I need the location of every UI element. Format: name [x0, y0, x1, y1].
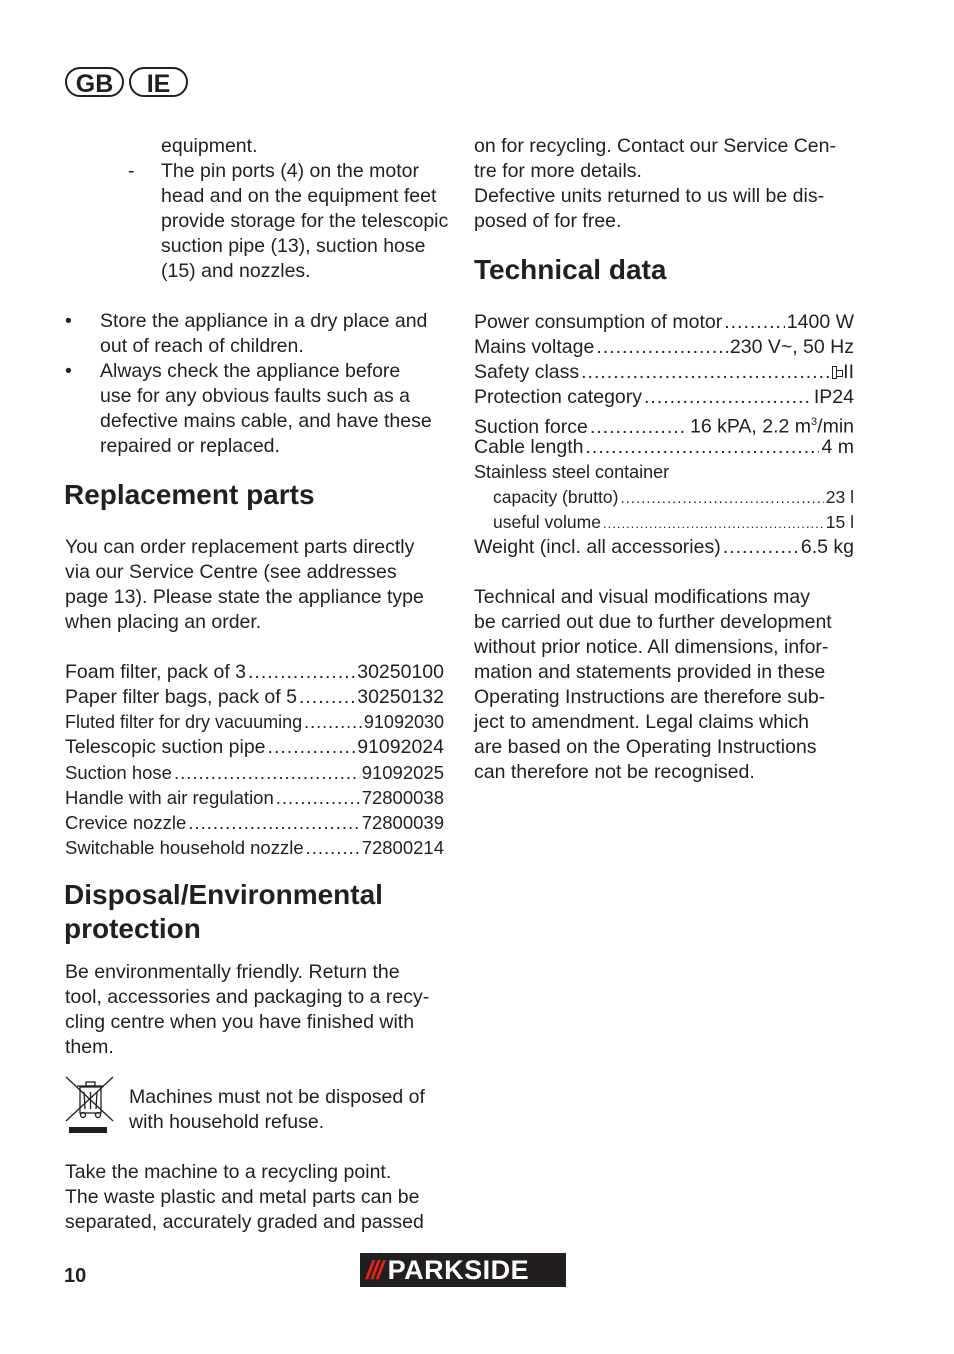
- tech-row: [474, 435, 854, 460]
- protection-class-2-icon: [832, 366, 837, 379]
- part-name: Foam filter, pack of 3: [65, 661, 246, 683]
- text-line: on for recycling. Contact our Service Cen-: [474, 135, 836, 157]
- disposal-heading: [64, 878, 383, 946]
- dash-mark: -: [128, 160, 135, 182]
- recycle-text: [65, 1160, 424, 1235]
- part-code: 72800038: [361, 787, 444, 808]
- part-name: Telescopic suction pipe: [65, 736, 266, 758]
- tech-value: 230 V~, 50 Hz: [729, 336, 854, 358]
- text-line: tool, accessories and packaging to a recy-: [65, 986, 430, 1008]
- text-line: use for any obvious faults such as a: [100, 385, 411, 407]
- part-name: Fluted filter for dry vacuuming: [65, 712, 303, 732]
- logo-wordmark: PARKSIDE: [387, 1255, 530, 1285]
- tech-value: 6.5 kg: [800, 536, 854, 558]
- recycling-continued: [474, 134, 836, 234]
- disposal-text: [65, 960, 429, 1060]
- tech-value: 1400 W: [786, 311, 854, 333]
- value-main: 16 kPA, 2.2 m: [690, 415, 812, 438]
- heading-line: protection: [64, 913, 201, 944]
- part-row: [65, 835, 444, 860]
- replacement-parts-heading: Replacement parts: [64, 479, 315, 510]
- part-code: 91092030: [363, 712, 444, 732]
- part-row: [65, 785, 444, 810]
- lang-badge-ie: IE: [129, 67, 188, 97]
- text-line: Store the appliance in a dry place and: [100, 310, 428, 332]
- part-name: Paper filter bags, pack of 5: [65, 686, 297, 708]
- text-line: The pin ports (4) on the motor: [161, 160, 419, 182]
- part-name: Switchable household nozzle: [65, 837, 304, 858]
- text-line: them.: [65, 1036, 114, 1058]
- technical-data-heading: Technical data: [474, 254, 667, 285]
- value-superscript: 3: [811, 416, 818, 428]
- text-line: posed of for free.: [474, 210, 622, 232]
- tech-value: 15 l: [825, 512, 854, 532]
- part-name: Handle with air regulation: [65, 787, 274, 808]
- part-code: 30250132: [357, 686, 444, 708]
- continued-line: equipment.: [161, 135, 258, 157]
- text-line: mation and statements provided in these: [474, 661, 826, 683]
- text-line: head and on the equipment feet: [161, 185, 437, 207]
- text-line: The waste plastic and metal parts can be: [65, 1186, 420, 1208]
- tech-name: Cable length: [474, 436, 584, 458]
- logo-slashes: ///: [366, 1255, 382, 1285]
- part-row: [65, 710, 444, 735]
- tech-value: 4 m: [821, 436, 854, 458]
- parkside-logo: [360, 1253, 566, 1287]
- text-line: via our Service Centre (see addresses: [65, 561, 397, 583]
- text-line: defective mains cable, and have these: [100, 410, 432, 432]
- tech-name: Safety class: [474, 361, 580, 383]
- text-line: without prior notice. All dimensions, infor-: [474, 636, 829, 658]
- part-row: [65, 735, 444, 760]
- bullet-text: [100, 309, 460, 359]
- text-line: Always check the appliance before: [100, 360, 401, 382]
- text-line: Operating Instructions are therefore sub-: [474, 686, 826, 708]
- text-line: cling centre when you have finished with: [65, 1011, 415, 1033]
- value-suffix: /min: [817, 415, 854, 438]
- part-row: [65, 760, 444, 785]
- tech-row: [493, 510, 854, 536]
- text-line: You can order replacement parts directly: [65, 536, 415, 558]
- tech-name: Power consumption of motor: [474, 311, 723, 333]
- part-code: 30250100: [357, 661, 444, 683]
- tech-row: [474, 360, 854, 385]
- text-line: can therefore not be recognised.: [474, 761, 755, 783]
- bin-note: [129, 1085, 425, 1135]
- part-name: Crevice nozzle: [65, 812, 187, 833]
- tech-row: [474, 385, 854, 410]
- replacement-intro: [65, 535, 424, 635]
- tech-value: 23 l: [825, 487, 854, 507]
- text-line: with household refuse.: [129, 1111, 325, 1133]
- part-name: Suction hose: [65, 762, 172, 783]
- part-row: [65, 685, 444, 710]
- part-code: 91092025: [361, 762, 444, 783]
- text-line: (15) and nozzles.: [161, 260, 311, 282]
- text-line: out of reach of children.: [100, 335, 304, 357]
- tech-name: Mains voltage: [474, 336, 595, 358]
- text-line: Machines must not be disposed of: [129, 1086, 425, 1108]
- tech-name: Protection category: [474, 386, 643, 408]
- text-line: suction pipe (13), suction hose: [161, 235, 426, 257]
- container-label: Stainless steel container: [474, 462, 670, 482]
- text-line: are based on the Operating Instructions: [474, 736, 817, 758]
- text-line: ject to amendment. Legal claims which: [474, 711, 809, 733]
- tech-row: [474, 535, 854, 560]
- text-line: page 13). Please state the appliance type: [65, 586, 424, 608]
- bullet-text: [100, 359, 460, 459]
- crossed-bin-icon: [64, 1075, 116, 1135]
- tech-name: Suction force: [474, 415, 588, 438]
- bullet-mark: •: [65, 360, 72, 382]
- tech-row: [474, 310, 854, 335]
- text-line: Technical and visual modifications may: [474, 586, 810, 608]
- tech-row: [474, 335, 854, 360]
- text-line: tre for more details.: [474, 160, 642, 182]
- part-row: [65, 810, 444, 835]
- text-line: Be environmentally friendly. Return the: [65, 961, 400, 983]
- text-line: repaired or replaced.: [100, 435, 280, 457]
- text-line: provide storage for the telescopic: [161, 210, 449, 232]
- part-code: 72800214: [361, 837, 444, 858]
- tech-row: [493, 485, 854, 511]
- text-line: separated, accurately graded and passed: [65, 1211, 424, 1233]
- tech-name: capacity (brutto): [493, 487, 619, 507]
- page-number: 10: [64, 1265, 87, 1287]
- bullet-mark: •: [65, 310, 72, 332]
- text-line: be carried out due to further development: [474, 611, 832, 633]
- part-code: 91092024: [357, 736, 444, 758]
- modifications-text: [474, 585, 832, 785]
- text-line: Take the machine to a recycling point.: [65, 1161, 392, 1183]
- part-row: [65, 660, 444, 685]
- text-line: Defective units returned to us will be dis-: [474, 185, 825, 207]
- lang-badge-gb: GB: [65, 67, 124, 97]
- tech-name: useful volume: [493, 512, 601, 532]
- tech-value: IP24: [813, 386, 854, 408]
- tech-value: II: [843, 361, 854, 383]
- heading-line: Disposal/Environmental: [64, 879, 383, 910]
- tech-name: Weight (incl. all accessories): [474, 536, 721, 558]
- text-line: when placing an order.: [65, 611, 262, 633]
- part-code: 72800039: [361, 812, 444, 833]
- dash-item-text: [161, 159, 448, 284]
